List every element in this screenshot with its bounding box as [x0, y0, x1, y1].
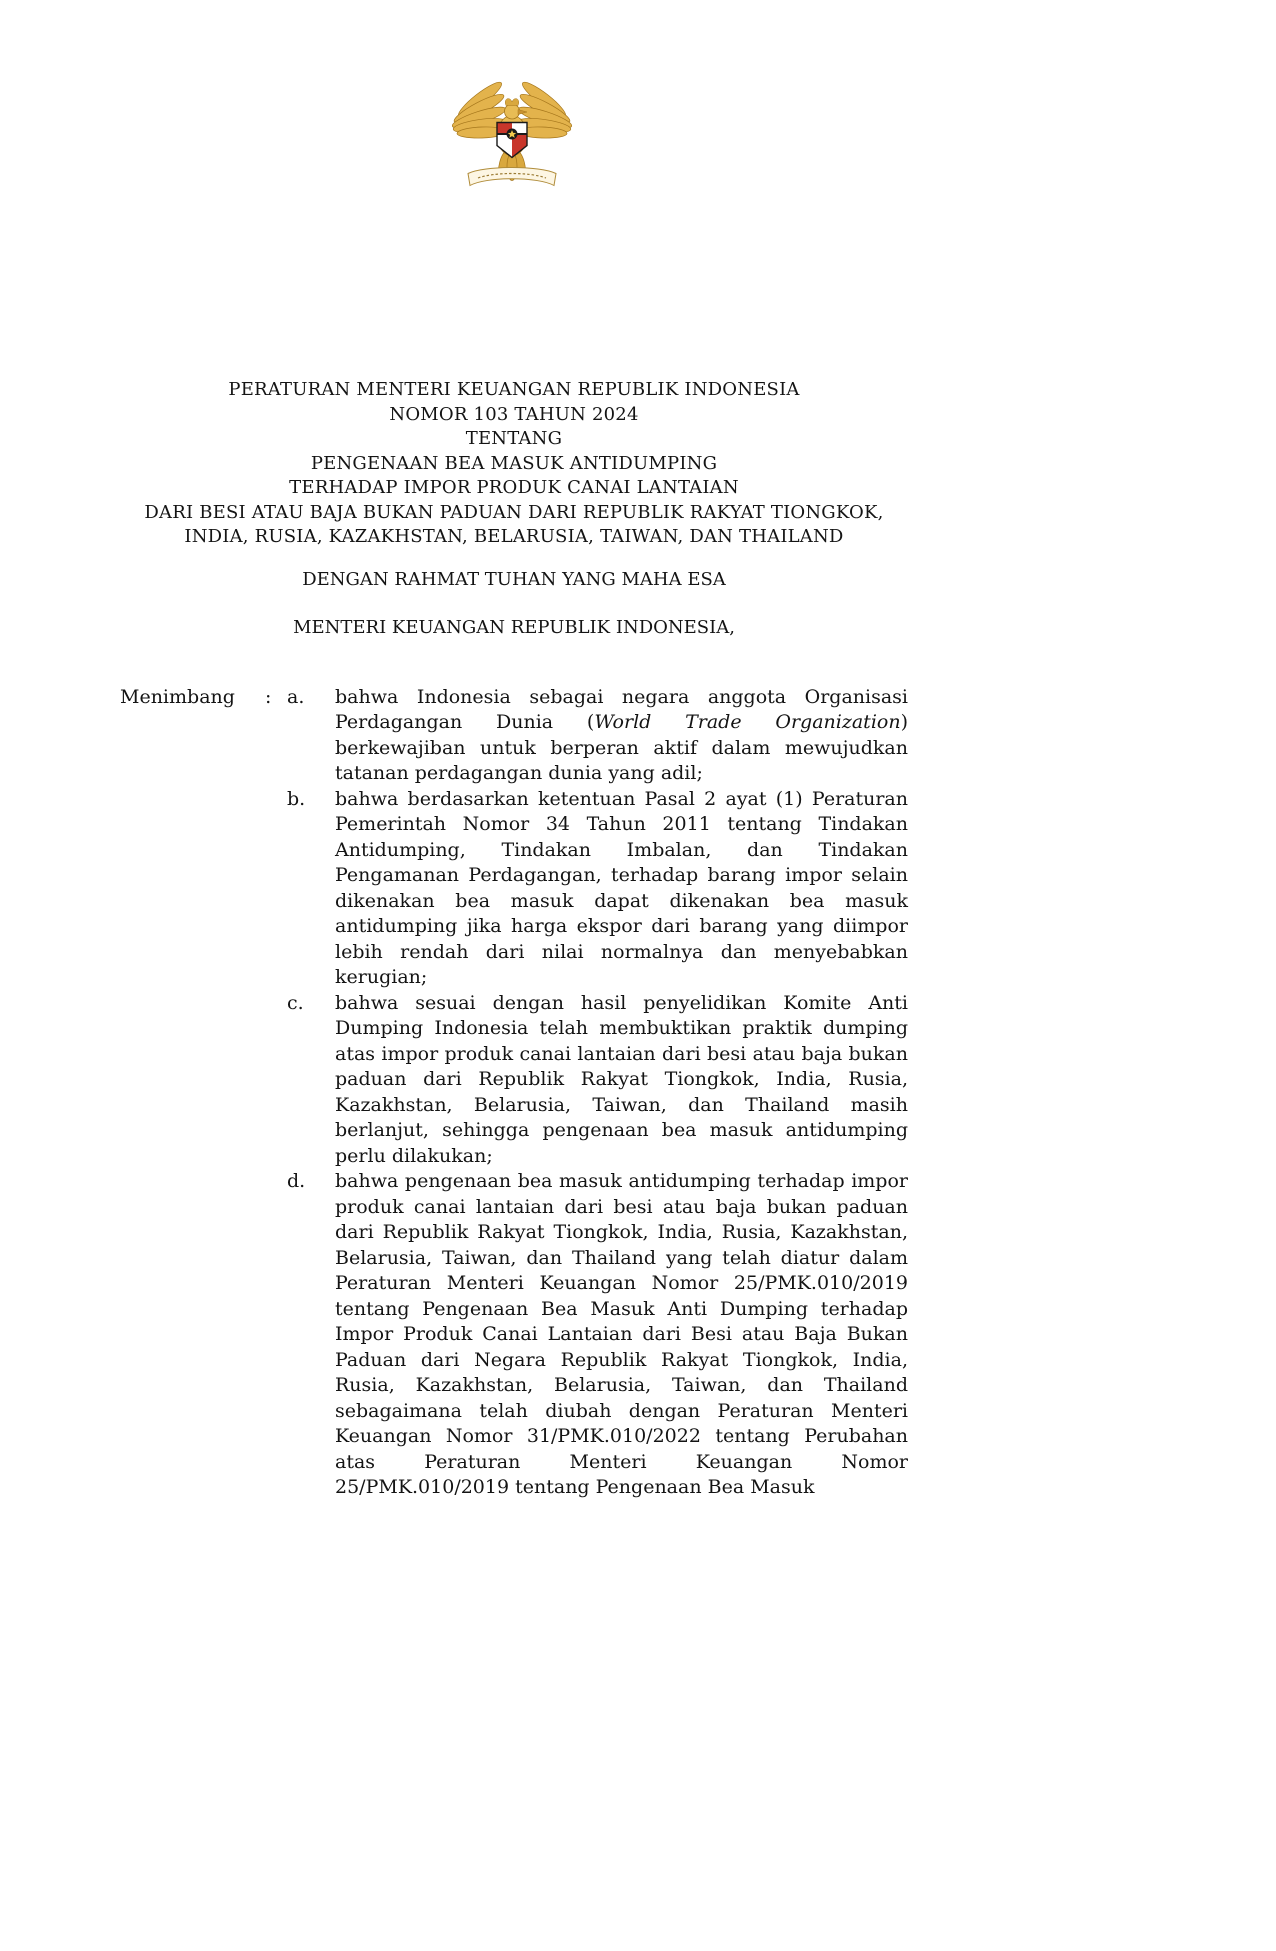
title-line-subject: INDIA, RUSIA, KAZAKHSTAN, BELARUSIA, TAIWAN, DAN THAILAND — [184, 526, 844, 547]
document-title — [120, 378, 908, 550]
considering-item-text-part: bahwa Indonesia sebagai negara anggota Organisasi Perdagangan Dunia ( — [335, 685, 908, 733]
considering-item-text — [335, 685, 908, 787]
considering-item-text-italic: World Trade Organization — [594, 711, 901, 733]
considering-item-letter: c. — [287, 991, 304, 1014]
title-line-subject: TERHADAP IMPOR PRODUK CANAI LANTAIAN — [289, 477, 739, 498]
title-line-subject: DARI BESI ATAU BAJA BUKAN PADUAN DARI REPUBLIK RAKYAT TIONGKOK, — [144, 501, 884, 523]
garuda-pancasila-emblem — [452, 60, 572, 198]
invocation-line: DENGAN RAHMAT TUHAN YANG MAHA ESA — [302, 568, 726, 590]
considering-item-text: bahwa berdasarkan ketentuan Pasal 2 ayat (1) Peraturan Pemerintah Nomor 34 Tahun 2011 tentang Tindakan Antidumping, Tindakan Imbalan, dan Tindakan Pengamanan Perdagangan, terhadap barang impor selain dikenakan bea masuk dapat dikenakan bea masuk antidumping jika harga ekspor dari barang yang diimpor lebih rendah dari nilai normalnya dan menyebabkan kerugian; — [335, 787, 908, 988]
document-content — [120, 378, 908, 1501]
considering-item-text: bahwa pengenaan bea masuk antidumping terhadap impor produk canai lantaian dari besi atau baja bukan paduan dari Republik Rakyat Tiongkok, India, Rusia, Kazakhstan, Belarusia, Taiwan, dan Thailand yang telah diatur dalam Peraturan Menteri Keuangan Nomor 25/PMK.010/2019 tentang Pengenaan Bea Masuk Anti Dumping terhadap Impor Produk Canai Lantaian dari Besi atau Baja Bukan Paduan dari Negara Republik Rakyat Tiongkok, India, Rusia, Kazakhstan, Belarusia, Taiwan, dan Thailand sebagaimana telah diubah dengan Peraturan Menteri Keuangan Nomor 31/PMK.010/2022 tentang Perubahan atas Peraturan Menteri Keuangan Nomor 25/PMK.010/2019 tentang Pengenaan Bea Masuk — [335, 1170, 908, 1498]
considering-item-text-part: ) berkewajiban untuk berperan aktif dalam mewujudkan tatanan perdagangan dunia yang adil; — [335, 711, 908, 784]
considering-item-letter: b. — [287, 787, 306, 810]
considering-item-letter: a. — [287, 685, 305, 708]
considering-colon: : — [265, 685, 272, 708]
considering-label: Menimbang — [120, 685, 235, 708]
authority-line: MENTERI KEUANGAN REPUBLIK INDONESIA, — [293, 617, 735, 638]
considering-section — [120, 685, 908, 1501]
title-line-tentang: TENTANG — [465, 428, 563, 449]
title-line: PERATURAN MENTERI KEUANGAN REPUBLIK INDONESIA — [228, 379, 800, 400]
title-line-subject: PENGENAAN BEA MASUK ANTIDUMPING — [310, 452, 718, 474]
considering-item-text: bahwa sesuai dengan hasil penyelidikan Komite Anti Dumping Indonesia telah membuktikan praktik dumping atas impor produk canai lantaian dari besi atau baja bukan paduan dari Republik Rakyat Tiongkok, India, Rusia, Kazakhstan, Belarusia, Taiwan, dan Thailand masih berlanjut, sehingga pengenaan bea masuk antidumping perlu dilakukan; — [335, 991, 908, 1167]
title-line-number: NOMOR 103 TAHUN 2024 — [389, 403, 639, 425]
considering-item-letter: d. — [287, 1170, 306, 1192]
